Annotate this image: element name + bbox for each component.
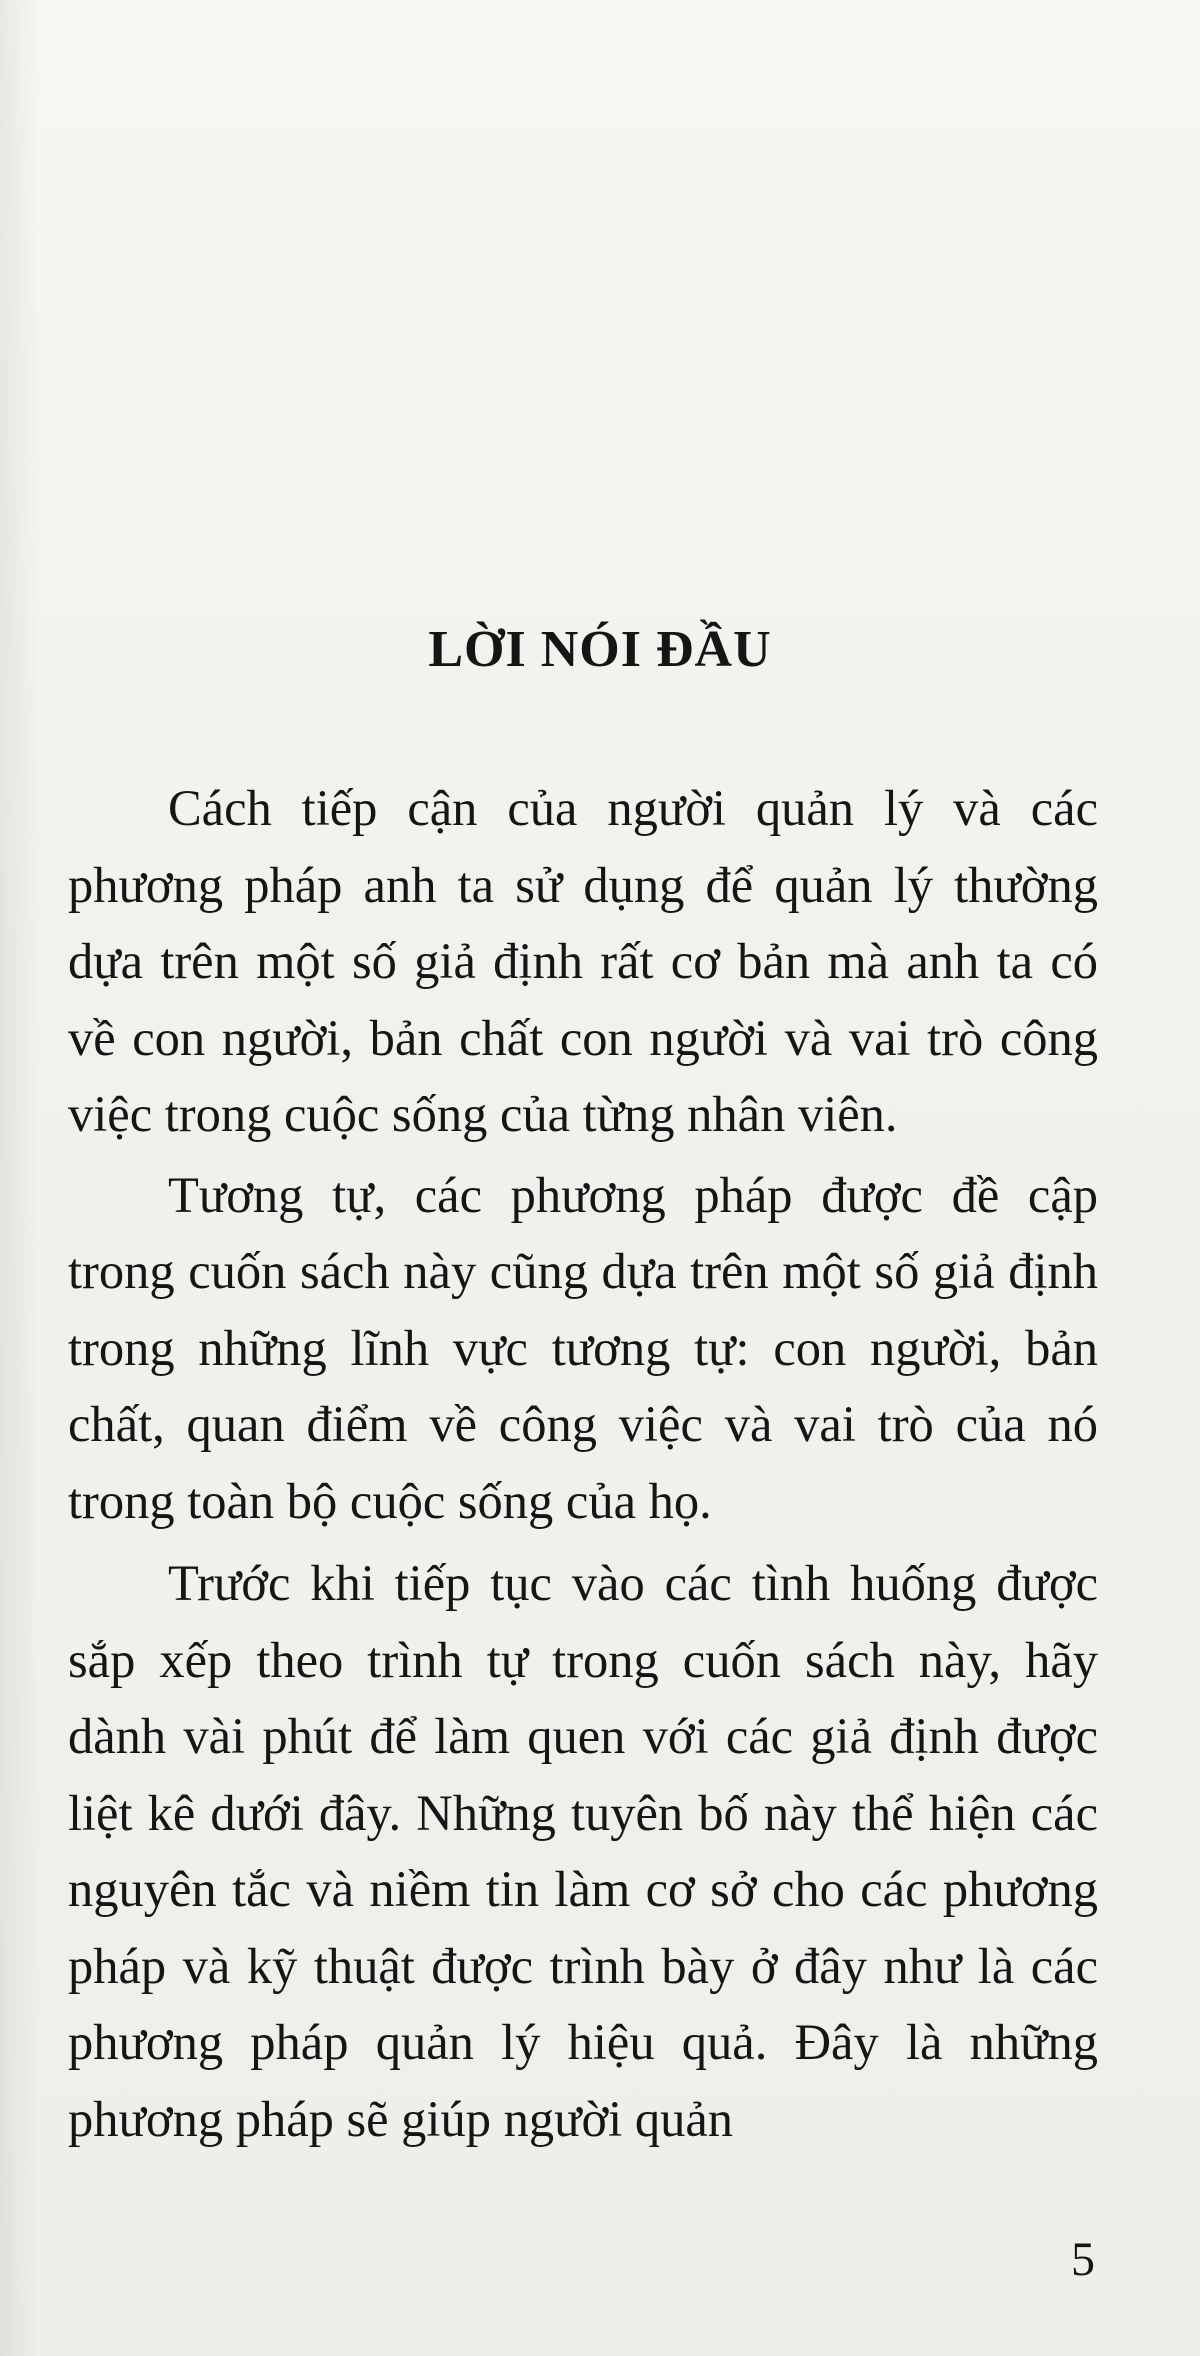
paragraph-2: Tương tự, các phương pháp được đề cập trong cuốn sách này cũng dựa trên một số giả định trong những lĩnh vực tương tự: con người, bản chất, quan điểm về công việc và vai trò của nó trong toàn bộ cuộc sống của họ. (68, 1166, 1098, 1529)
paragraph-3: Trước khi tiếp tục vào các tình huống được sắp xếp theo trình tự trong cuốn sách này, hãy dành vài phút để làm quen với các giả định được liệt kê dưới đây. Những tuyên bố này thể hiện các nguyên tắc và niềm tin làm cơ sở cho các phương pháp và kỹ thuật được trình bày ở đây như là các phương pháp quản lý hiệu quả. Đây là những phương pháp sẽ giúp người quản (68, 1555, 1098, 2147)
page-edge-shadow (0, 0, 40, 2356)
paragraph-1: Cách tiếp cận của người quản lý và các phương pháp anh ta sử dụng để quản lý thường dựa trên một số giả định rất cơ bản mà anh ta có về con người, bản chất con người và vai trò công việc trong cuộc sống của từng nhân viên. (68, 780, 1098, 1142)
page-number: 5 (1071, 2233, 1095, 2286)
body-text (68, 770, 1098, 2157)
page-title: LỜI NÓI ĐẦU (428, 620, 772, 678)
